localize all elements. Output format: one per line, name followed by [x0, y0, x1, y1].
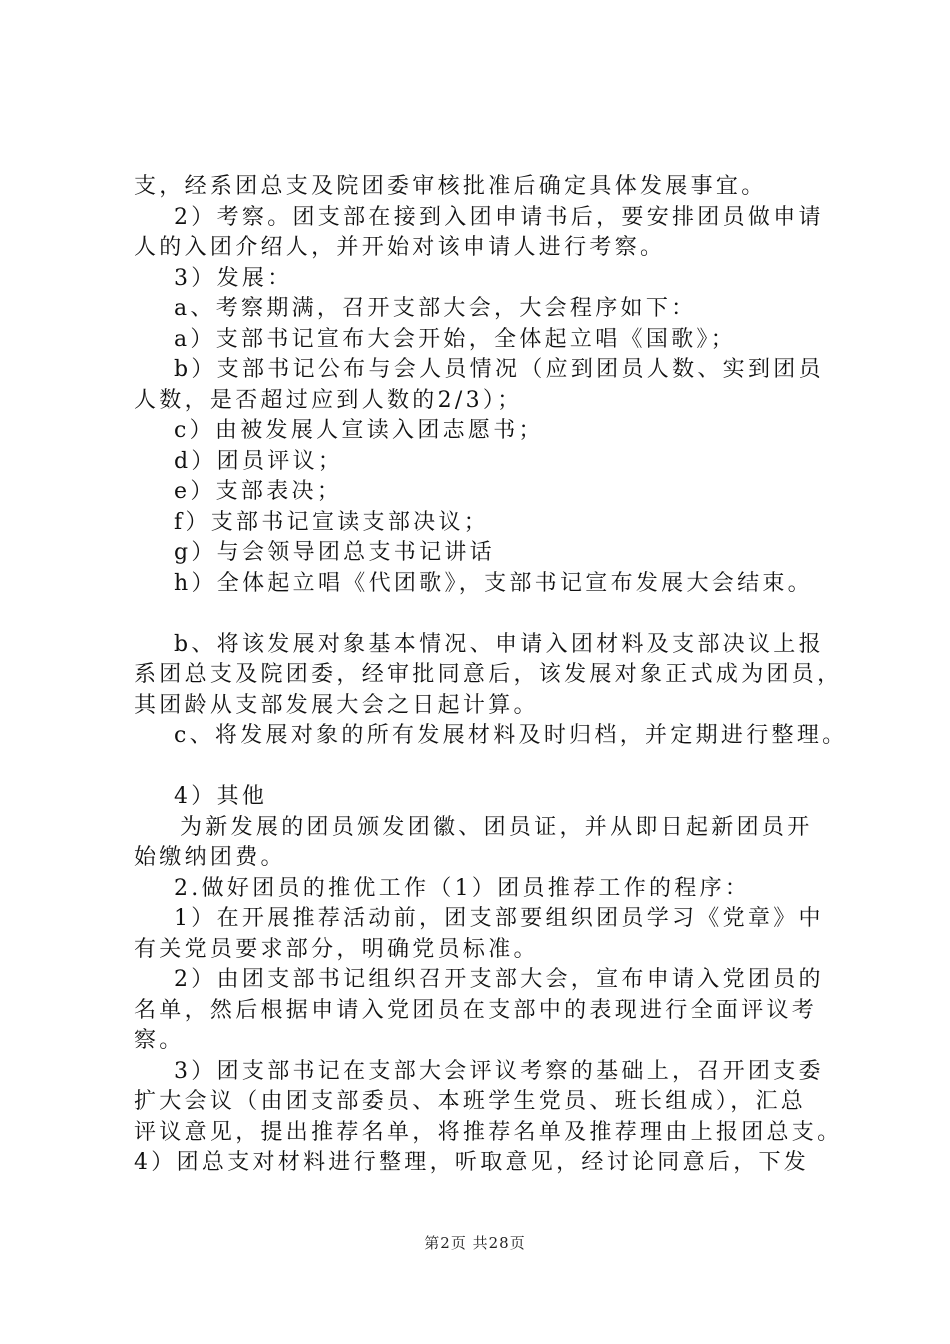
text-line: b、将该发展对象基本情况、申请入团材料及支部决议上报 [174, 631, 824, 657]
document-body [134, 172, 848, 1179]
blank-line [134, 752, 834, 783]
text-line: a）支部书记宣布大会开始，全体起立唱《国歌》； [174, 326, 737, 352]
text-line: 2）由团支部书记组织召开支部大会，宣布申请入党团员的 [174, 967, 824, 992]
page-footer: 第2页 共28页 [424, 1234, 526, 1252]
text-line: 3）团支部书记在支部大会评议考察的基础上，召开团支委 [174, 1058, 824, 1084]
text-line: 有关党员要求部分，明确党员标准。 [134, 936, 539, 962]
text-line: h）全体起立唱《代团歌》，支部书记宣布发展大会结束。 [174, 570, 813, 596]
text-line: g）与会领导团总支书记讲话 [174, 540, 495, 565]
text-line: a、考察期满，召开支部大会，大会程序如下： [174, 296, 697, 321]
text-line: 察。 [134, 1028, 185, 1053]
text-line: c、将发展对象的所有发展材料及时归档，并定期进行整理。 [174, 723, 848, 748]
text-line: c）由被发展人宣读入团志愿书； [174, 418, 544, 443]
text-line: 支，经系团总支及院团委审核批准后确定具体发展事宜。 [134, 174, 767, 199]
text-line: 始缴纳团费。 [134, 845, 286, 870]
text-line: e）支部表决； [174, 479, 343, 504]
text-line: 其团龄从支部发展大会之日起计算。 [134, 692, 539, 718]
text-line: 4）团总支对材料进行整理，听取意见，经讨论同意后，下发 [134, 1150, 810, 1175]
text-line: f）支部书记宣读支部决议； [174, 509, 490, 535]
text-line: b）支部书记公布与会人员情况（应到团员人数、实到团员 [174, 357, 824, 382]
text-line: 评议意见，提出推荐名单，将推荐名单及推荐理由上报团总支。 [134, 1119, 843, 1145]
text-line: d）团员评议； [174, 448, 344, 474]
text-line: 1）在开展推荐活动前，团支部要组织团员学习《党章》中 [174, 906, 824, 931]
text-line: 为新发展的团员颁发团徽、团员证，并从即日起新团员开 [180, 814, 813, 840]
text-line: 4）其他 [174, 784, 268, 809]
blank-line [134, 599, 834, 630]
text-line: 名单，然后根据申请入党团员在支部中的表现进行全面评议考 [134, 997, 818, 1023]
text-line: 人的入团介绍人，并开始对该申请人进行考察。 [134, 235, 666, 260]
text-line: 2）考察。团支部在接到入团申请书后，要安排团员做申请 [174, 204, 824, 230]
text-line: 3）发展： [174, 265, 293, 291]
text-line: 系团总支及院团委，经审批同意后，该发展对象正式成为团员， [134, 662, 843, 687]
text-line: 2.做好团员的推优工作（1）团员推荐工作的程序： [174, 875, 751, 901]
text-line: 扩大会议（由团支部委员、本班学生党员、班长组成），汇总 [134, 1089, 807, 1114]
text-line: 人数，是否超过应到人数的2/3）； [134, 387, 523, 413]
